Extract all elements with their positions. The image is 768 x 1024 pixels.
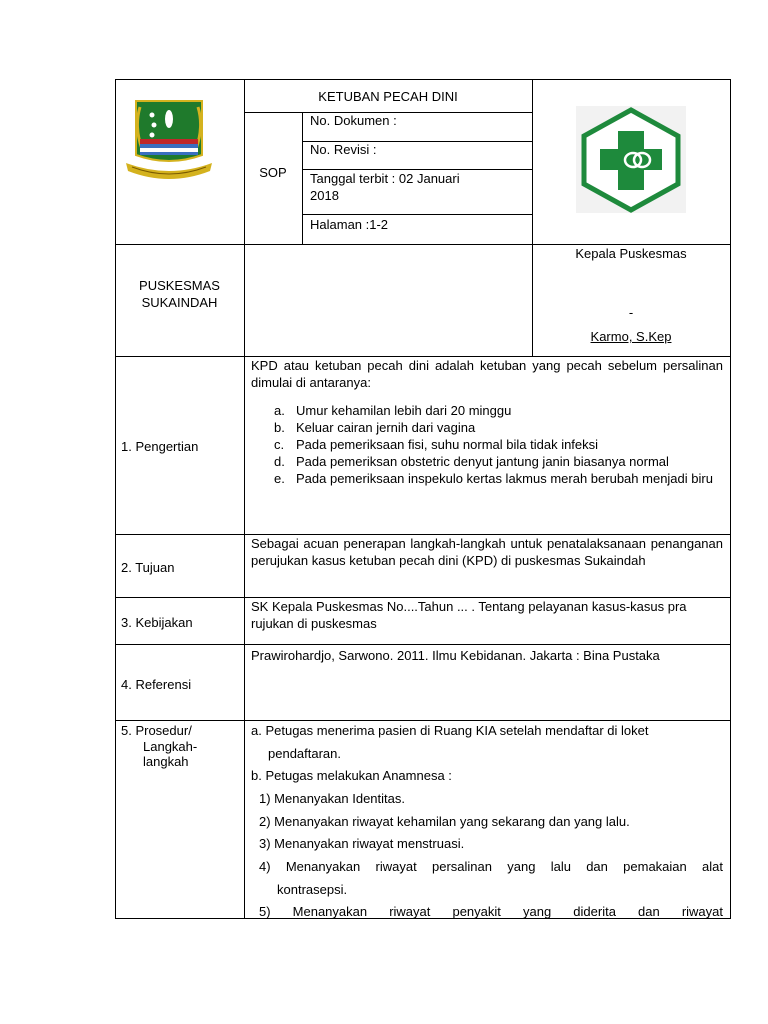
sop-label: SOP — [259, 165, 287, 180]
puskesmas-logo — [576, 106, 686, 213]
doc-number-field: No. Dokumen : — [310, 113, 397, 128]
prosedur-line-5: 5) Menanyakan riwayat penyakit yang diderita dan riwayat — [259, 904, 723, 919]
prosedur-line-4b: kontrasepsi. — [277, 882, 348, 897]
section-label-referensi: 4. Referensi — [121, 677, 192, 692]
pengertian-list — [274, 402, 723, 487]
section-label-tujuan: 2. Tujuan — [121, 560, 175, 575]
list-item: b. Keluar cairan jernih dari vagina — [274, 420, 476, 435]
head-title: Kepala Puskesmas — [575, 246, 687, 261]
section-label-prosedur-2: Langkah- — [143, 739, 198, 754]
regional-crest-logo — [124, 97, 214, 192]
prosedur-line-4a: 4) Menanyakan riwayat persalinan yang lalu dan pemakaian alat — [259, 859, 723, 874]
prosedur-line-1: 1) Menanyakan Identitas. — [259, 791, 405, 806]
page-field: Halaman :1-2 — [310, 217, 389, 232]
prosedur-line-3: 3) Menanyakan riwayat menstruasi. — [259, 836, 465, 851]
list-item: a. Umur kehamilan lebih dari 20 minggu — [274, 403, 512, 418]
section-label-kebijakan: 3. Kebijakan — [121, 615, 193, 630]
section-label-prosedur-3: langkah — [143, 754, 189, 769]
list-item: c. Pada pemeriksaan fisi, suhu normal bila tidak infeksi — [274, 437, 599, 452]
list-item: e. Pada pemeriksaan inspekulo kertas lakmus merah berubah menjadi biru — [274, 471, 713, 486]
prosedur-line-a2: pendaftaran. — [268, 746, 342, 761]
revision-field: No. Revisi : — [310, 142, 377, 157]
org-name-line2: SUKAINDAH — [141, 295, 218, 310]
list-item: d. Pada pemeriksan obstetric denyut jantung janin biasanya normal — [274, 454, 669, 469]
prosedur-line-b: b. Petugas melakukan Anamnesa : — [251, 768, 452, 783]
document-title: KETUBAN PECAH DINI — [318, 89, 458, 104]
kebijakan-text: SK Kepala Puskesmas No....Tahun ... . Tentang pelayanan kasus-kasus pra rujukan di puskesmas — [251, 599, 687, 631]
head-name: Karmo, S.Kep — [590, 329, 672, 344]
referensi-text: Prawirohardjo, Sarwono. 2011. Ilmu Kebidanan. Jakarta : Bina Pustaka — [251, 648, 660, 663]
issue-date-year: 2018 — [310, 188, 339, 203]
section-label-prosedur: 5. Prosedur/ — [121, 723, 192, 738]
org-name-line1: PUSKESMAS — [139, 278, 220, 293]
tujuan-text: Sebagai acuan penerapan langkah-langkah untuk penatalaksanaan penanganan perujukan kasus ketuban pecah dini (KPD) di puskesmas Sukaindah — [251, 536, 723, 568]
head-signature-dash: - — [628, 305, 634, 320]
prosedur-line-a1: a. Petugas menerima pasien di Ruang KIA setelah mendaftar di loket — [251, 723, 649, 738]
issue-date-field: Tanggal terbit : 02 Januari — [310, 171, 460, 186]
prosedur-line-2: 2) Menanyakan riwayat kehamilan yang sekarang dan yang lalu. — [259, 814, 630, 829]
pengertian-intro: KPD atau ketuban pecah dini adalah ketuban yang pecah sebelum persalinan dimulai di antaranya: — [251, 358, 723, 390]
section-label-pengertian: 1. Pengertian — [121, 439, 199, 454]
